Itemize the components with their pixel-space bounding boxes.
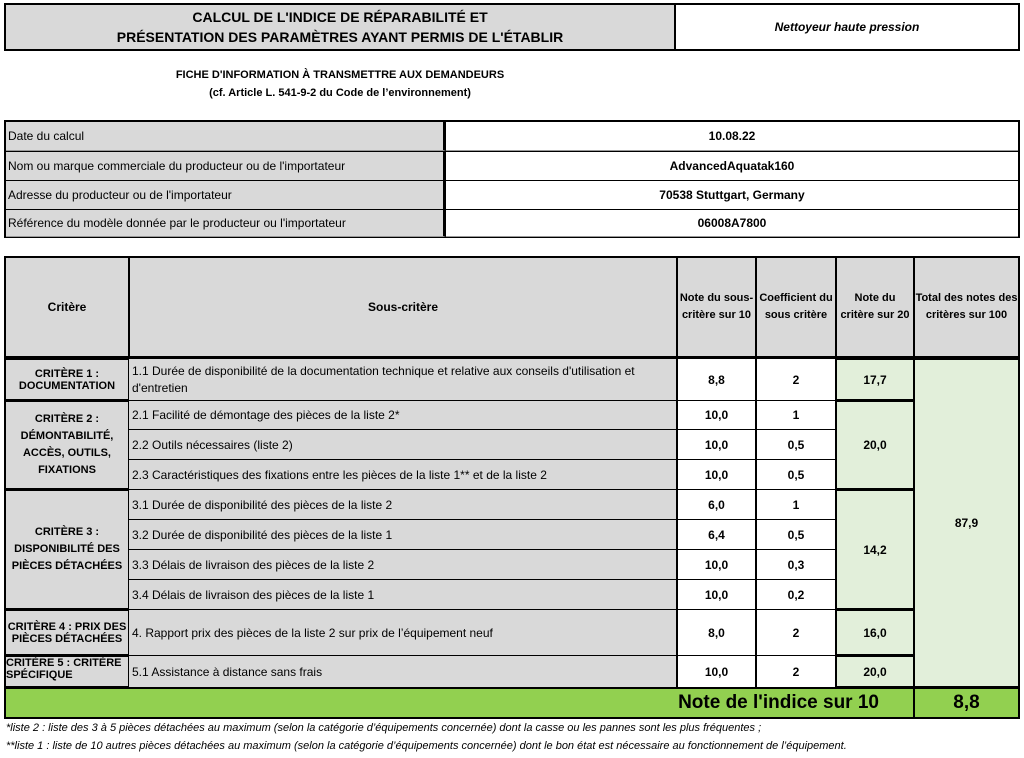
index-label: Note de l'indice sur 10: [4, 687, 915, 719]
title-line-1: CALCUL DE L'INDICE DE RÉPARABILITÉ ET: [192, 9, 488, 25]
info-value: 10.08.22: [446, 122, 1018, 151]
sub-criterion-3-4: 3.4 Délais de livraison des pièces de la liste 1: [128, 579, 678, 610]
coef-5-1: 2: [755, 655, 837, 688]
criterion-3-score: 14,2: [835, 489, 915, 610]
criterion-5: CRITÈRE 5 : CRITÈRE SPÉCIFIQUE: [4, 655, 130, 688]
sub-note-3-4: 10,0: [676, 579, 757, 610]
coef-3-4: 0,2: [755, 579, 837, 610]
info-value: 70538 Stuttgart, Germany: [446, 181, 1018, 210]
sub-note-5-1: 10,0: [676, 655, 757, 688]
criterion-2-score: 20,0: [835, 400, 915, 490]
criterion-5-score: 20,0: [835, 655, 915, 688]
index-value: 8,8: [913, 687, 1020, 719]
sub-criterion-4: 4. Rapport prix des pièces de la liste 2 sur prix de l’équipement neuf: [128, 609, 678, 656]
sub-note-4: 8,0: [676, 609, 757, 656]
footnote-list-1: **liste 1 : liste de 10 autres pièces détachées au maximum (selon la catégorie d’équipements concernée) dont le bon état est nécessaire au fonctionnement de l’équipement.: [6, 740, 847, 752]
coef-2-2: 0,5: [755, 429, 837, 460]
sub-note-1-1: 8,8: [676, 358, 757, 401]
criterion-2: CRITÈRE 2 : DÉMONTABILITÉ, ACCÈS, OUTILS, FIXATIONS: [4, 400, 130, 490]
header-coefficient: Coefficient du sous critère: [755, 256, 837, 358]
fiche-line-1: FICHE D'INFORMATION À TRANSMETTRE AUX DEMANDEURS: [175, 69, 505, 81]
sub-note-2-1: 10,0: [676, 400, 757, 430]
sub-criterion-1-1: 1.1 Durée de disponibilité de la documentation technique et relative aux conseils d'utilisation et d'entretien: [128, 358, 678, 401]
coef-3-1: 1: [755, 489, 837, 520]
header-note-20: Note du critère sur 20: [835, 256, 915, 358]
sub-criterion-3-2: 3.2 Durée de disponibilité des pièces de la liste 1: [128, 519, 678, 550]
product-type: Nettoyeur haute pression: [676, 3, 1020, 51]
sub-criterion-3-1: 3.1 Durée de disponibilité des pièces de la liste 2: [128, 489, 678, 520]
info-label: Adresse du producteur ou de l'importateur: [6, 181, 446, 210]
sub-criterion-3-3: 3.3 Délais de livraison des pièces de la liste 2: [128, 549, 678, 580]
criterion-1-score: 17,7: [835, 358, 915, 401]
sub-note-2-2: 10,0: [676, 429, 757, 460]
sub-criterion-2-1: 2.1 Facilité de démontage des pièces de la liste 2*: [128, 400, 678, 430]
coef-4: 2: [755, 609, 837, 656]
criterion-3: CRITÈRE 3 : DISPONIBILITÉ DES PIÈCES DÉTACHÉES: [4, 489, 130, 610]
total-score: 87,9: [913, 358, 1020, 688]
sub-criterion-2-2: 2.2 Outils nécessaires (liste 2): [128, 429, 678, 460]
footnote-list-2: *liste 2 : liste des 3 à 5 pièces détachées au maximum (selon la catégorie d’équipements concernée) dont la casse ou les pannes sont les plus fréquentes ;: [6, 722, 762, 734]
info-value: AdvancedAquatak160: [446, 152, 1018, 181]
header-note-sous-critere: Note du sous-critère sur 10: [676, 256, 757, 358]
info-label: Nom ou marque commerciale du producteur ou de l'importateur: [6, 152, 446, 181]
coef-2-1: 1: [755, 400, 837, 430]
header-total-100: Total des notes des critères sur 100: [913, 256, 1020, 358]
coef-3-3: 0,3: [755, 549, 837, 580]
coef-2-3: 0,5: [755, 459, 837, 490]
coef-3-2: 0,5: [755, 519, 837, 550]
header-sous-critere: Sous-critère: [128, 256, 678, 358]
sub-note-2-3: 10,0: [676, 459, 757, 490]
info-value: 06008A7800: [446, 210, 1018, 237]
sub-note-3-2: 6,4: [676, 519, 757, 550]
sub-criterion-5-1: 5.1 Assistance à distance sans frais: [128, 655, 678, 688]
header-critere: Critère: [4, 256, 130, 358]
info-label: Date du calcul: [6, 122, 446, 151]
criterion-4-score: 16,0: [835, 609, 915, 656]
sub-criterion-2-3: 2.3 Caractéristiques des fixations entre les pièces de la liste 1** et de la liste 2: [128, 459, 678, 490]
sub-note-3-3: 10,0: [676, 549, 757, 580]
criterion-4: CRITÈRE 4 : PRIX DES PIÈCES DÉTACHÉES: [4, 609, 130, 656]
coef-1-1: 2: [755, 358, 837, 401]
fiche-line-2: (cf. Article L. 541-9-2 du Code de l’environnement): [209, 87, 471, 99]
title-line-2: PRÉSENTATION DES PARAMÈTRES AYANT PERMIS DE L'ÉTABLIR: [116, 29, 564, 45]
info-label: Référence du modèle donnée par le producteur ou l'importateur: [6, 210, 446, 237]
sub-note-3-1: 6,0: [676, 489, 757, 520]
criterion-1: CRITÈRE 1 : DOCUMENTATION: [4, 358, 130, 401]
